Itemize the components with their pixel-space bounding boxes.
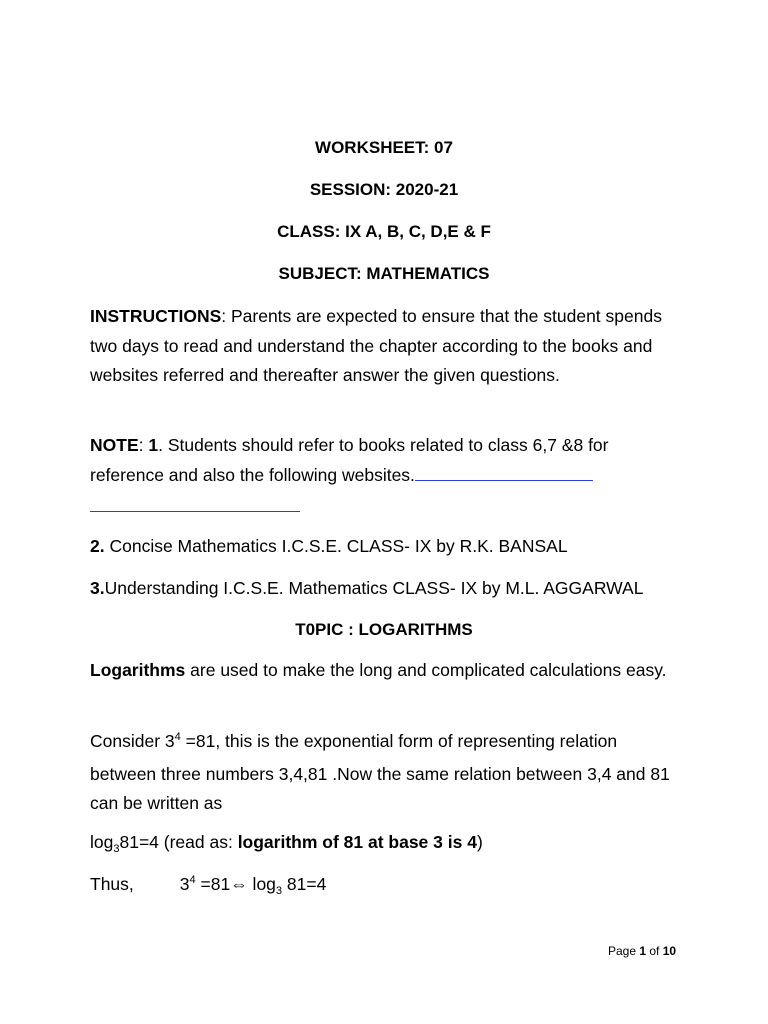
page-word: Page [608,944,640,958]
exponent: 4 [174,731,181,743]
log-expression: 81=4 (read as: [119,832,238,852]
closing-paren: ) [476,832,483,852]
instructions-label: INSTRUCTIONS [90,306,222,326]
consider-paragraph [90,727,680,819]
base-number: 3 [179,874,190,894]
note-label: NOTE [90,435,139,455]
log-base: 3 [113,843,120,855]
topic-heading: T0PIC : LOGARITHMS [295,620,473,639]
instructions-paragraph [90,302,680,391]
logarithms-paragraph [90,656,680,686]
subject-line: SUBJECT: MATHEMATICS [278,264,490,283]
worksheet-title: WORKSHEET: 07 [315,138,453,157]
reference-item [90,535,680,557]
session-line: SESSION: 2020-21 [309,180,459,199]
log-base: 3 [275,885,283,897]
page-number: 1 [639,944,647,958]
reference-item [90,577,680,599]
website-blank-line [415,479,593,481]
consider-text-start: Consider 3 [90,731,175,751]
equivalence-expression: =81⇔ log [195,874,276,894]
log-result: 81=4 [282,874,327,894]
reference-number: 3. [90,578,105,598]
class-line: CLASS: IX A, B, C, D,E & F [277,222,491,241]
reference-text: Understanding I.C.S.E. Mathematics CLASS- IX by M.L. AGGARWAL [104,578,644,598]
reference-text: Concise Mathematics I.C.S.E. CLASS- IX by R.K. BANSAL [104,536,568,556]
of-word: of [646,944,663,958]
consider-text-end: =81, this is the exponential form of representing relation between three numbers 3,4,81 .Now the same relation between 3,4 and 81 can be written as [90,731,670,813]
note-separator: : [138,435,149,455]
thus-equivalence-line [90,873,680,898]
log-definition-line [90,831,680,856]
reference-number: 2. [90,536,105,556]
note-text: . Students should refer to books related to class 6,7 &8 for reference and also the following websites. [90,435,609,485]
instructions-text: : Parents are expected to ensure that the student spends two days to read and understand the chapter according to the books and websites referred and thereafter answer the given questions. [90,306,662,385]
page-footer [608,943,676,959]
note-number: 1 [148,435,159,455]
exponent: 4 [189,874,196,886]
thus-word: Thus, [90,874,134,894]
log-reading: logarithm of 81 at base 3 is 4 [237,832,477,852]
log-word: log [90,832,114,852]
logarithms-term: Logarithms [90,660,186,680]
page-total: 10 [662,944,677,958]
note-paragraph [90,431,680,490]
website-blank-line-2 [90,511,300,512]
logarithms-text: are used to make the long and complicated calculations easy. [185,660,667,680]
